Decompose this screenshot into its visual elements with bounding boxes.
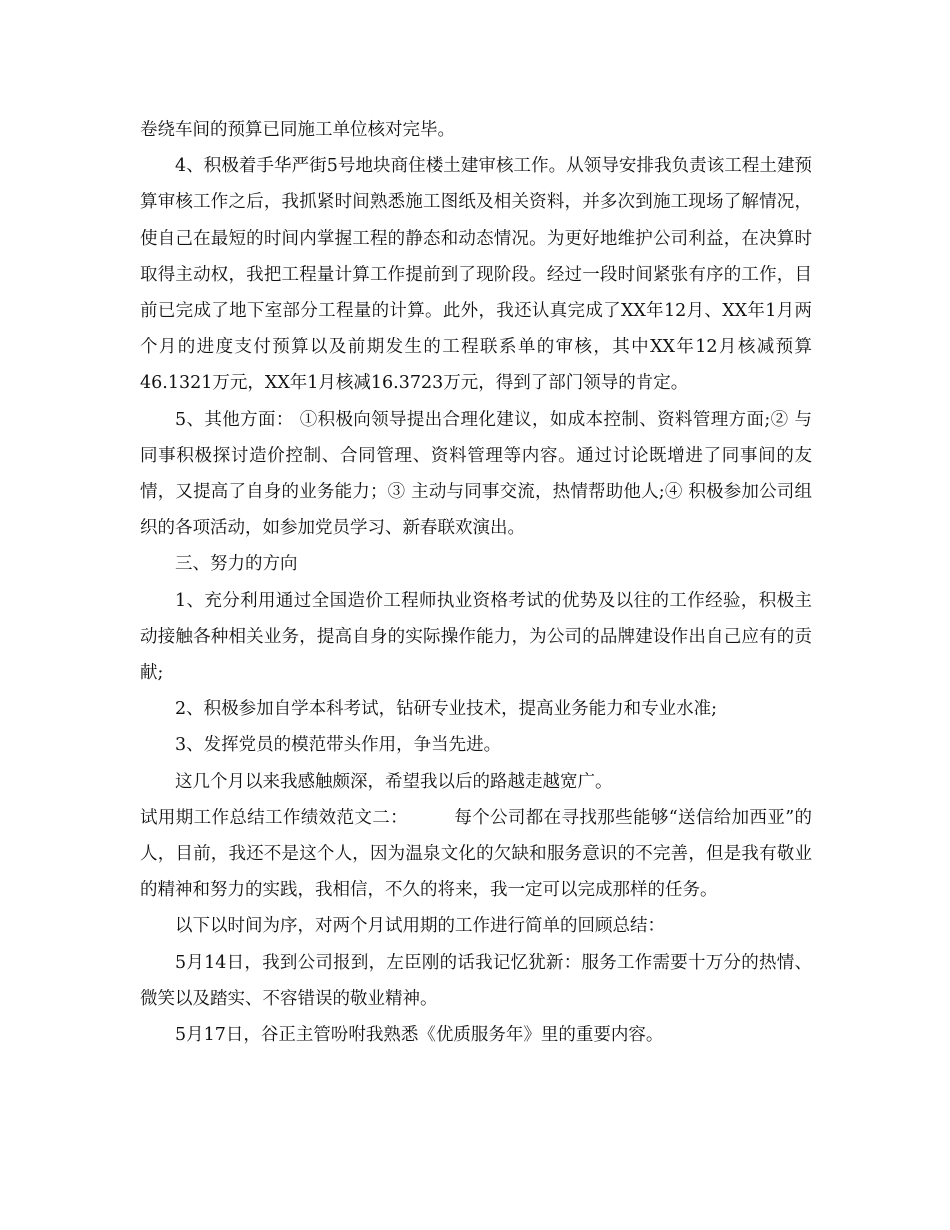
section-two-heading: 试用期工作总结工作绩效范文二： <box>140 807 408 828</box>
section-two-intro: 每个公司都在寻找那些能够“送信给加西亚”的人，目前，我还不是这个人，因为温泉文化的欠缺和服务意识的不完善，但是我有敬业的精神和努力的实践，我相信，不久的将来，我一定可以完成那样的任务。 <box>140 807 812 901</box>
paragraph-3: 5、其他方面： ①积极向领导提出合理化建议，如成本控制、资料管理方面;② 与同事积极探讨造价控制、合同管理、资料管理等内容。通过讨论既增进了同事间的友情，又提高了自身的业务能力；③ 主动与同事交流，热情帮助他人;④ 积极参加公司组织的各项活动，如参加党员学习、新春联欢演出。 <box>140 409 812 539</box>
paragraph-10: 5月17日，谷正主管吩咐我熟悉《优质服务年》里的重要内容。 <box>175 1025 664 1046</box>
paragraph-6: 3、发挥党员的模范带头作用，争当先进。 <box>175 735 502 756</box>
paragraph-5: 2、积极参加自学本科考试，钻研专业技术，提高业务能力和专业水准; <box>175 699 718 720</box>
document-body <box>140 112 812 1053</box>
paragraph-9: 5月14日，我到公司报到，左臣刚的话我记忆犹新：服务工作需要十万分的热情、微笑以及踏实、不容错误的敬业精神。 <box>140 952 812 1009</box>
paragraph-4: 1、充分利用通过全国造价工程师执业资格考试的优势及以往的工作经验，积极主动接触各种相关业务，提高自身的实际操作能力，为公司的品牌建设作出自己应有的贡献; <box>140 590 812 684</box>
section-heading-direction: 三、努力的方向 <box>175 554 298 575</box>
paragraph-1: 卷绕车间的预算已同施工单位核对完毕。 <box>140 120 455 140</box>
paragraph-2: 4、积极着手华严街5号地块商住楼土建审核工作。从领导安排我负责该工程土建预算审核工作之后，我抓紧时间熟悉施工图纸及相关资料，并多次到施工现场了解情况，使自己在最短的时间内掌握工程的静态和动态情况。为更好地维护公司利益，在决算时取得主动权，我把工程量计算工作提前到了现阶段。经过一段时间紧张有序的工作，目前已完成了地下室部分工程量的计算。此外，我还认真完成了XX年12月、XX年1月两个月的进度支付预算以及前期发生的工程联系单的审核，其中XX年12月核减预算46.1321万元，XX年1月核减16.3723万元，得到了部门领导的肯定。 <box>140 156 812 394</box>
paragraph-7: 这几个月以来我感触颇深，希望我以后的路越走越宽广。 <box>175 771 613 792</box>
paragraph-8: 以下以时间为序，对两个月试用期的工作进行简单的回顾总结： <box>175 916 665 937</box>
section-two-paragraph <box>140 800 812 909</box>
